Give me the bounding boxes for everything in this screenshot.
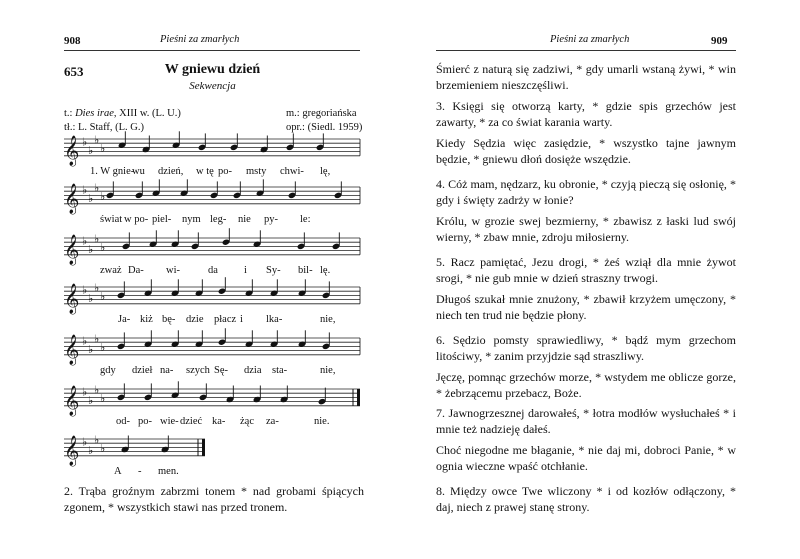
lyric-syllable: w tę — [196, 165, 214, 177]
running-head: Pieśni za zmarłych — [160, 34, 240, 45]
verse-block: 7. Jawnogrzesznej darowałeś, * łotra modłów wysłuchałeś * i mnie też nadzieję dałeś. — [436, 406, 736, 436]
flat-icon: ♭ — [88, 242, 94, 256]
flat-icon: ♭ — [88, 191, 94, 205]
lyric-syllable: piel- — [152, 213, 172, 225]
lyric-syllable: wu — [132, 165, 145, 177]
flat-icon: ♭ — [88, 342, 94, 356]
lyric-syllable: Da- — [128, 264, 144, 276]
verse-block: Śmierć z naturą się zadziwi, * gdy umarli wstaną żywi, * win brzemieniem nieszczęśliwi. — [436, 62, 736, 92]
lyric-syllable: zważ — [100, 264, 122, 276]
lyric-syllable: nie, — [320, 364, 336, 376]
lyric-syllable: nie. — [314, 415, 330, 427]
flat-icon: ♭ — [82, 283, 88, 297]
staff — [64, 131, 360, 177]
hymn-subtitle: Sekwencja — [189, 80, 236, 92]
flat-icon: ♭ — [94, 181, 100, 195]
lyric-syllable: bil- — [298, 264, 313, 276]
verse-block: 5. Racz pamiętać, Jezu drogi, * żeś wziął dla mnie żywot srogi, * nie gub mnie w dzień straszny trwogi. — [436, 255, 736, 285]
lyric-syllable: Ja- — [118, 313, 131, 325]
lyric-syllable: - — [138, 465, 142, 477]
staff — [64, 328, 360, 376]
lyric-syllable: dzie — [186, 313, 204, 325]
text-credit: t.: Dies irae, XIII w. (L. U.) — [64, 108, 181, 119]
lyric-syllable: nym — [182, 213, 201, 225]
lyric-syllable: A — [114, 465, 122, 477]
flat-icon: ♭ — [100, 391, 106, 405]
verse-block: Kiedy Sędzia więc zasiędzie, * wszystko tajne jawnym będzie, * gniewu dłoń dosięże wszędzie. — [436, 136, 736, 166]
hymn-number: 653 — [64, 64, 84, 79]
lyric-syllable: lę, — [320, 165, 331, 177]
lyric-syllable: ka- — [212, 415, 226, 427]
lyric-syllable: żąc — [240, 415, 254, 427]
page-number: 908 — [64, 35, 81, 47]
flat-icon: ♭ — [94, 332, 100, 346]
verse-block: Jęczę, pomnąc grzechów morze, * wstydem me oblicze gorze, * żebrzącemu przebacz, Boże. — [436, 370, 736, 400]
flat-icon: ♭ — [82, 334, 88, 348]
lyric-syllable: szych — [186, 364, 210, 376]
lyric-syllable: dzieć — [180, 415, 203, 427]
page-number: 909 — [711, 35, 728, 47]
flat-icon: ♭ — [88, 443, 94, 457]
treble-clef-icon: 𝄞 — [64, 385, 80, 416]
lyric-syllable: dzień, — [158, 165, 184, 177]
lyric-syllable: da — [208, 264, 218, 276]
verse-block: 3. Księgi się otworzą karty, * gdzie spis grzechów jest zawarty, * za co świat karania warty. — [436, 99, 736, 129]
flat-icon: ♭ — [88, 291, 94, 305]
translation-credit: tł.: L. Staff, (L. G.) — [64, 122, 145, 133]
verse-block: Choć niegodne me błaganie, * nie daj mi, dobroci Panie, * w ognia wieczne wpaść otchłanie. — [436, 443, 736, 473]
lyric-syllable: 1. W gnie- — [90, 165, 135, 177]
flat-icon: ♭ — [94, 232, 100, 246]
lyric-syllable: gdy — [100, 364, 116, 376]
treble-clef-icon: 𝄞 — [64, 135, 80, 166]
lyric-syllable: w po- — [124, 213, 149, 225]
flat-icon: ♭ — [88, 143, 94, 157]
treble-clef-icon: 𝄞 — [64, 334, 80, 365]
lyric-syllable: lę. — [320, 264, 331, 276]
lyric-syllable: py- — [264, 213, 278, 225]
flat-icon: ♭ — [82, 234, 88, 248]
flat-icon: ♭ — [94, 281, 100, 295]
lyric-syllable: Sę- — [214, 364, 228, 376]
flat-icon: ♭ — [94, 433, 100, 447]
lyric-syllable: płacz — [214, 313, 237, 325]
lyric-syllable: sta- — [272, 364, 288, 376]
lyric-syllable: leg- — [210, 213, 227, 225]
staff — [64, 381, 360, 427]
treble-clef-icon: 𝄞 — [64, 183, 80, 214]
lyric-syllable: na- — [160, 364, 174, 376]
arrangement-credit: opr.: (Siedl. 1959) — [286, 122, 363, 133]
lyric-syllable: msty — [246, 165, 267, 177]
lyric-syllable: nie, — [320, 313, 336, 325]
lyric-syllable: po- — [138, 415, 152, 427]
staff — [64, 433, 205, 476]
lyric-syllable: nie — [238, 213, 251, 225]
flat-icon: ♭ — [100, 189, 106, 203]
verse-block: 4. Cóż mam, nędzarz, ku obronie, * czyją pieczą się osłonię, * gdy i święty zadrży w łonie? — [436, 177, 736, 207]
flat-icon: ♭ — [100, 340, 106, 354]
verse-block: Królu, w grozie swej bezmierny, * zbawisz z łaski lud swój wierny, * zbaw mnie, zdroju miłosierny. — [436, 214, 736, 244]
lyric-syllable: chwi- — [280, 165, 304, 177]
flat-icon: ♭ — [88, 393, 94, 407]
music-credit: m.: gregoriańska — [286, 108, 357, 119]
header-rule — [436, 50, 736, 51]
flat-icon: ♭ — [100, 141, 106, 155]
running-head: Pieśni za zmarłych — [550, 34, 630, 45]
lyric-syllable: i — [240, 313, 243, 325]
lyric-syllable: za- — [266, 415, 279, 427]
treble-clef-icon: 𝄞 — [64, 234, 80, 265]
lyric-syllable: le: — [300, 213, 311, 225]
lyric-syllable: men. — [158, 465, 179, 477]
lyric-syllable: i — [244, 264, 247, 276]
flat-icon: ♭ — [94, 133, 100, 147]
treble-clef-icon: 𝄞 — [64, 435, 80, 466]
flat-icon: ♭ — [82, 435, 88, 449]
lyric-syllable: dzia — [244, 364, 262, 376]
staff — [64, 179, 360, 225]
lyric-syllable: dzieł — [132, 364, 153, 376]
staff — [64, 228, 360, 276]
lyric-syllable: po- — [218, 165, 232, 177]
lyric-syllable: wie- — [160, 415, 179, 427]
flat-icon: ♭ — [82, 183, 88, 197]
lyric-syllable: od- — [116, 415, 130, 427]
staff — [64, 277, 360, 325]
flat-icon: ♭ — [94, 383, 100, 397]
verse-block: 6. Sędzio pomsty sprawiedliwy, * bądź mym grzechom litościwy, * zanim przyjdzie sąd straszliwy. — [436, 333, 736, 363]
verse-block: Długoś szukał mnie znużony, * zbawił krzyżem umęczony, * niech ten trud nie będzie płony. — [436, 292, 736, 322]
flat-icon: ♭ — [100, 289, 106, 303]
treble-clef-icon: 𝄞 — [64, 283, 80, 314]
lyric-syllable: bę- — [162, 313, 176, 325]
flat-icon: ♭ — [100, 240, 106, 254]
lyric-syllable: świat — [100, 213, 123, 225]
flat-icon: ♭ — [82, 135, 88, 149]
flat-icon: ♭ — [82, 385, 88, 399]
lyric-syllable: Sy- — [266, 264, 281, 276]
verse-2: 2. Trąba groźnym zabrzmi tonem * nad grobami śpiących zgonem, * wszystkich stawi nas przed tronem. — [64, 484, 364, 514]
lyric-syllable: lka- — [266, 313, 283, 325]
flat-icon: ♭ — [100, 441, 106, 455]
lyric-syllable: kiż — [140, 313, 153, 325]
lyric-syllable: wi- — [166, 264, 180, 276]
verse-block: 8. Między owce Twe wliczony * i od kozłów odłączony, * daj, niech z prawej stanę strony. — [436, 484, 736, 514]
hymn-title: W gniewu dzień — [164, 62, 261, 77]
